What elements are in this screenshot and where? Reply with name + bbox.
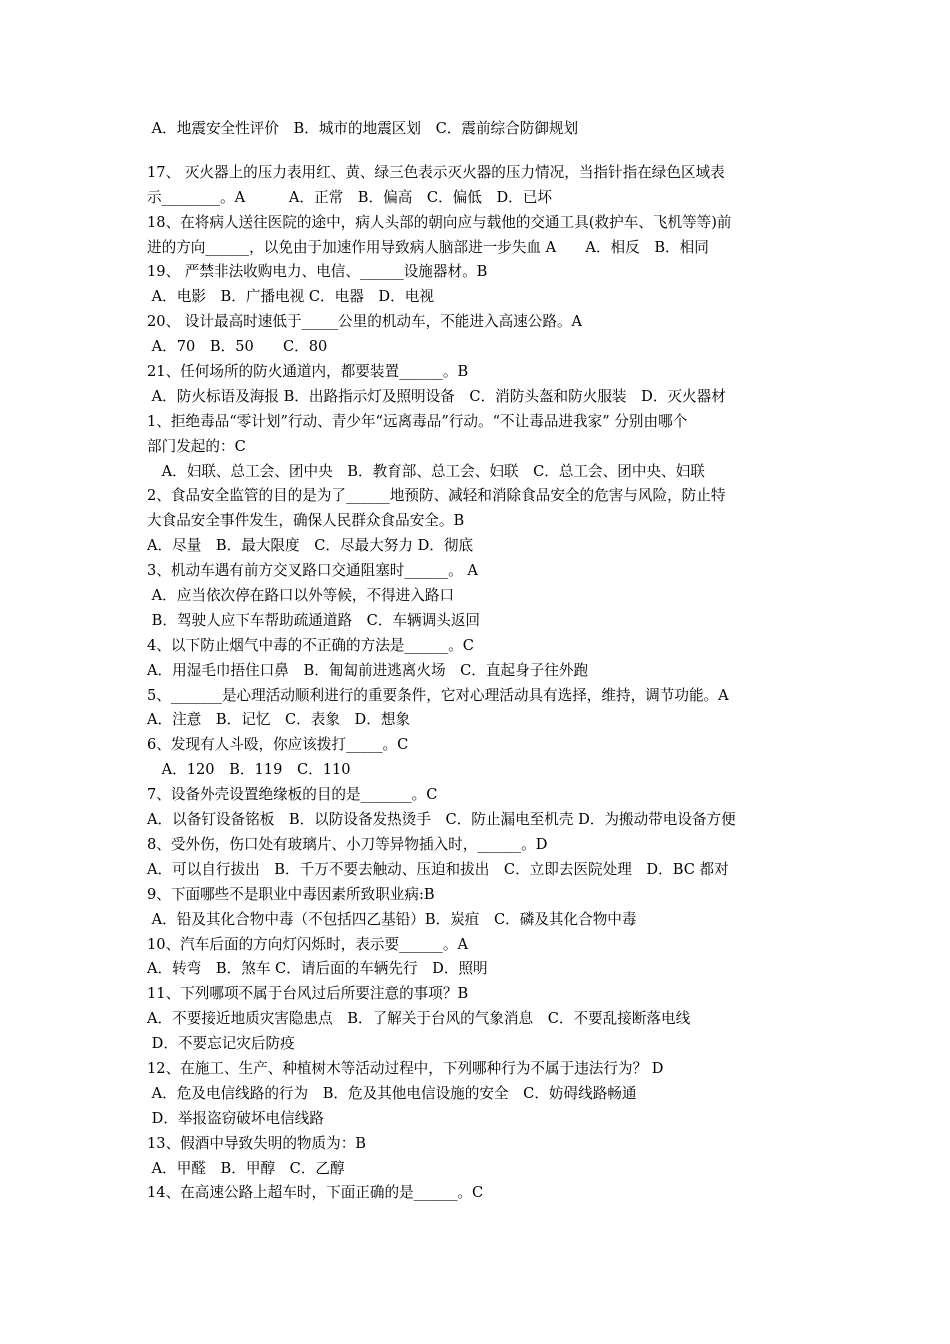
text-line: A．铅及其化合物中毒（不包括四乙基铅）B．炭疽 C．磷及其化合物中毒 xyxy=(147,910,637,928)
text-line: A．用湿毛巾捂住口鼻 B．匍匐前进逃离火场 C．直起身子往外跑 xyxy=(147,661,589,679)
text-line: A．妇联、总工会、团中央 B．教育部、总工会、妇联 C．总工会、团中央、妇联 xyxy=(147,462,705,480)
text-line: 18、在将病人送往医院的途中，病人头部的朝向应与载他的交通工具(救护车、飞机等等)前 xyxy=(147,213,732,231)
text-line: 大食品安全事件发生，确保人民群众食品安全。B xyxy=(147,512,465,530)
text-line: A．120 B．119 C．110 xyxy=(147,761,351,779)
text-line: D．举报盗窃破坏电信线路 xyxy=(147,1109,324,1127)
text-line: A．转弯 B．煞车 C．请后面的车辆先行 D．照明 xyxy=(147,960,488,978)
text-line: 17、 灭火器上的压力表用红、黄、绿三色表示灭火器的压力情况，当指针指在绿色区域表 xyxy=(147,163,725,181)
text-line: A．可以自行拔出 B．千万不要去触动、压迫和拔出 C．立即去医院处理 D．BC 都对 xyxy=(147,860,729,878)
text-line: 10、汽车后面的方向灯闪烁时，表示要______。A xyxy=(147,935,468,953)
text-line: B．驾驶人应下车帮助疏通道路 C．车辆调头返回 xyxy=(147,611,481,629)
text-line: 5、_______是心理活动顺利进行的重要条件，它对心理活动具有选择，维持，调节功能。A xyxy=(147,686,729,704)
blank-line xyxy=(147,142,817,161)
text-line: 部门发起的：C xyxy=(147,437,246,455)
text-line: A．以备钉设备铭板 B．以防设备发热烫手 C．防止漏电至机壳 D．为搬动带电设备方便 xyxy=(147,811,736,829)
text-line: 9、下面哪些不是职业中毒因素所致职业病:B xyxy=(147,885,435,903)
text-line: 21、任何场所的防火通道内，都要装置______。B xyxy=(147,363,469,381)
text-line: D．不要忘记灾后防疫 xyxy=(147,1035,295,1053)
text-line: 20、 设计最高时速低于_____公里的机动车，不能进入高速公路。A xyxy=(147,313,583,331)
text-line: 1、拒绝毒品“零计划”行动、青少年“远离毒品”行动。“不让毒品进我家” 分别由哪个 xyxy=(147,412,688,430)
text-line: 示________。A A．正常 B．偏高 C．偏低 D．已坏 xyxy=(147,188,552,206)
text-line: 6、发现有人斗殴，你应该拨打_____。C xyxy=(147,736,409,754)
text-line: 8、受外伤，伤口处有玻璃片、小刀等异物插入时，______。D xyxy=(147,835,548,853)
text-line: 2、食品安全监管的目的是为了______地预防、减轻和消除食品安全的危害与风险，防止特 xyxy=(147,487,726,505)
text-line: A．不要接近地质灾害隐患点 B．了解关于台风的气象消息 C．不要乱接断落电线 xyxy=(147,1010,691,1028)
text-line: 11、下列哪项不属于台风过后所要注意的事项？B xyxy=(147,985,469,1003)
text-line: A．防火标语及海报 B．出路指示灯及照明设备 C．消防头盔和防火服装 D．灭火器材 xyxy=(147,387,726,405)
text-line: A．地震安全性评价 B．城市的地震区划 C．震前综合防御规划 xyxy=(147,120,579,137)
question-list xyxy=(147,117,817,1206)
text-line: 13、假酒中导致失明的物质为：B xyxy=(147,1134,367,1152)
text-line: 12、在施工、生产、种植树木等活动过程中，下列哪种行为不属于违法行为？ D xyxy=(147,1059,664,1077)
text-line: 4、以下防止烟气中毒的不正确的方法是______。C xyxy=(147,636,474,654)
text-line: A．甲醛 B．甲醇 C．乙醇 xyxy=(147,1159,345,1177)
text-line: 7、设备外壳设置绝缘板的目的是_______。C xyxy=(147,786,438,804)
text-line: A．危及电信线路的行为 B．危及其他电信设施的安全 C．妨碍线路畅通 xyxy=(147,1084,637,1102)
text-line: A．70 B．50 C．80 xyxy=(147,338,328,356)
text-line: 19、 严禁非法收购电力、电信、______设施器材。B xyxy=(147,263,488,281)
text-line: A．电影 B．广播电视 C．电器 D．电视 xyxy=(147,288,434,306)
text-line: 进的方向______，以免由于加速作用导致病人脑部进一步失血 A A．相反 B．相同 xyxy=(147,238,709,256)
text-line: A．尽量 B．最大限度 C．尽最大努力 D．彻底 xyxy=(147,537,474,555)
text-line: 3、机动车遇有前方交叉路口交通阻塞时______。 A xyxy=(147,562,478,580)
text-line: A．应当依次停在路口以外等候，不得进入路口 xyxy=(147,587,455,605)
text-line: 14、在高速公路上超车时，下面正确的是______。C xyxy=(147,1184,484,1202)
text-line: A．注意 B．记忆 C．表象 D．想象 xyxy=(147,711,411,729)
